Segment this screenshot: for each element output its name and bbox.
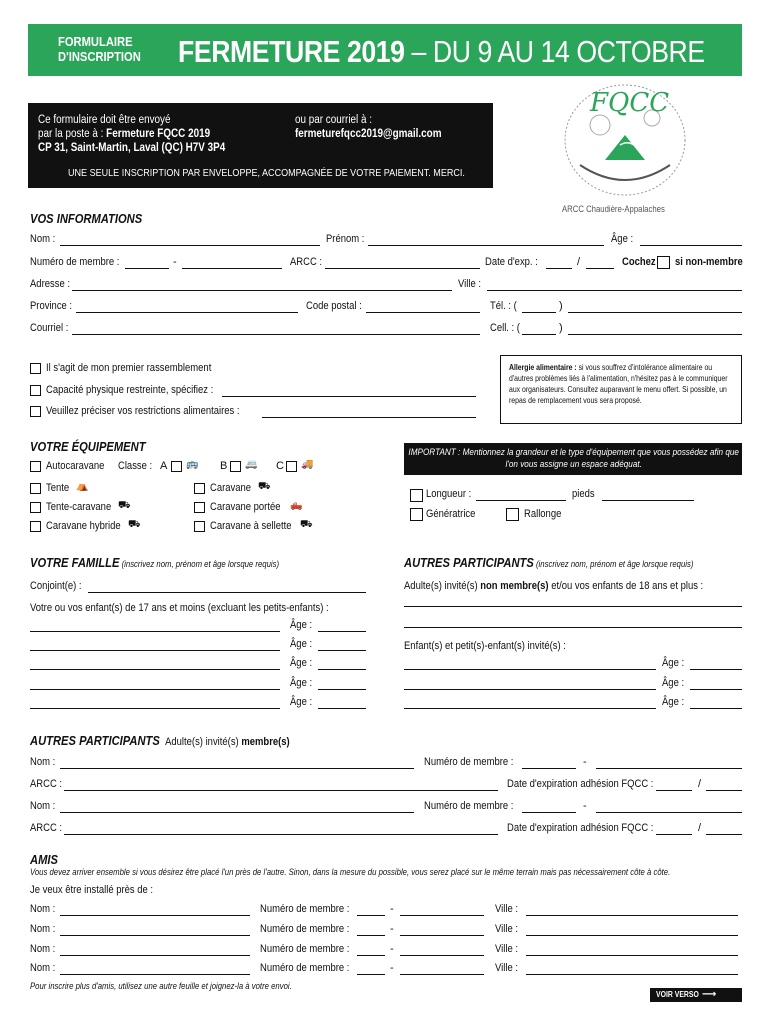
section-votre-famille: [30, 555, 279, 570]
ami-4-ville[interactable]: [526, 974, 738, 975]
membre-1-dash: -: [583, 756, 587, 768]
tente-caravane-checkbox[interactable]: [30, 502, 41, 513]
arrow-right-icon: ⟶: [702, 989, 717, 1000]
ami-1-nom-label: Nom :: [30, 903, 56, 915]
enfant-2-age-label: Âge :: [290, 638, 313, 650]
tel-field[interactable]: [568, 312, 742, 313]
mail-line3: CP 31, Saint-Martin, Laval (QC) H7V 3P4: [38, 142, 226, 154]
longueur-label: Longueur :: [426, 488, 472, 500]
code-postal-field[interactable]: [366, 312, 480, 313]
restrictions-label: Veuillez préciser vos restrictions alimentaires :: [46, 405, 240, 417]
autres2-sub-prefix: Adulte(s) invité(s): [165, 736, 242, 748]
nom-field[interactable]: [60, 245, 320, 246]
adultes-bold: non membre(s): [480, 580, 549, 592]
caravane-label: Caravane: [210, 482, 252, 494]
membre-1-date-month[interactable]: [656, 790, 692, 791]
logo-caption: ARCC Chaudière-Appalaches: [562, 204, 665, 214]
ami-3-numero-label: Numéro de membre :: [260, 943, 350, 955]
capacite-label: Capacité physique restreinte, spécifiez :: [46, 384, 214, 396]
important-text: IMPORTANT : Mentionnez la grandeur et le type d'équipement que vous possédez afin que l'on vous assigne un espace adéquat.: [408, 447, 739, 470]
email-line1: ou par courriel à :: [295, 114, 372, 126]
ami-2-nom[interactable]: [60, 935, 250, 936]
ami-2-nom-label: Nom :: [30, 923, 56, 935]
classe-c-checkbox[interactable]: [286, 461, 297, 472]
page-title: [178, 34, 705, 70]
adresse-label: Adresse :: [30, 278, 70, 290]
ami-2-ville-label: Ville :: [495, 923, 518, 935]
adultes-non-membres-label: [404, 580, 703, 592]
tent-icon: ⛺: [76, 481, 89, 492]
cell-label: Cell. : (: [490, 322, 520, 334]
famille-note: (inscrivez nom, prénom et âge lorsque requis): [119, 559, 280, 569]
enfants-invites-label: Enfant(s) et petit(s)-enfant(s) invité(s) :: [404, 640, 566, 652]
ami-2-dash: -: [390, 923, 394, 935]
form-label-line1: FORMULAIRE: [58, 34, 133, 49]
autres2-sub-bold: membre(s): [241, 736, 290, 748]
ami-4-ville-label: Ville :: [495, 962, 518, 974]
membre-2-date-label: Date d'expiration adhésion FQCC :: [507, 822, 654, 834]
form-label: [58, 34, 141, 64]
prenom-field[interactable]: [368, 245, 604, 246]
email-info: [295, 113, 442, 141]
membre-2-arcc[interactable]: [64, 834, 498, 835]
ville-field[interactable]: [487, 290, 742, 291]
premier-rassemblement-label: Il s'agit de mon premier rassemblement: [46, 362, 212, 374]
date-exp-label: Date d'exp. :: [485, 256, 538, 268]
enfant-5-age[interactable]: [318, 708, 366, 709]
classe-a-label: A: [160, 460, 168, 472]
tente-caravane-label: Tente-caravane: [46, 501, 112, 513]
form-label-line2: D'INSCRIPTION: [58, 49, 141, 64]
enfant-3-age[interactable]: [318, 669, 366, 670]
ami-3-ville-label: Ville :: [495, 943, 518, 955]
enfants-label: Votre ou vos enfant(s) de 17 ans et moins (excluant les petits-enfants) :: [30, 602, 329, 614]
title-bold: FERMETURE 2019: [178, 34, 405, 69]
allergy-info-box: [500, 355, 742, 424]
si-non-membre-label: si non-membre: [675, 256, 743, 268]
mail-line2-bold: Fermeture FQCC 2019: [106, 128, 211, 140]
age-label: Âge :: [611, 233, 634, 245]
generatrice-checkbox[interactable]: [410, 508, 423, 521]
trailer-icon: ⛟: [258, 481, 271, 492]
enfant-invite-2-name[interactable]: [404, 689, 656, 690]
pieds-field[interactable]: [602, 500, 694, 501]
nom-label: Nom :: [30, 233, 56, 245]
enfant-invite-2-age[interactable]: [690, 689, 742, 690]
envelope-notice: UNE SEULE INSCRIPTION PAR ENVELOPPE, ACCOMPAGNÉE DE VOTRE PAIEMENT. MERCI.: [68, 167, 465, 179]
allergy-text: si vous souffrez d'intolérance alimentaire ou d'autres problèmes liés à l'alimentation, n'hésitez pas à le communiquer aux organisateurs. Consultez auparavant le menu offert. Si possible, un repas de remplacement vous sera proposé.: [509, 363, 728, 405]
adultes-prefix: Adulte(s) invité(s): [404, 580, 481, 592]
ami-4-numero-label: Numéro de membre :: [260, 962, 350, 974]
enfant-3-name[interactable]: [30, 669, 280, 670]
ami-1-dash: -: [390, 903, 394, 915]
generatrice-label: Génératrice: [426, 508, 476, 520]
voir-verso-badge: [650, 988, 742, 1002]
section-autres-participants-membres: [30, 733, 290, 748]
membre-1-arcc[interactable]: [64, 790, 498, 791]
ami-4-nom-label: Nom :: [30, 962, 56, 974]
enfant-invite-1-name[interactable]: [404, 669, 656, 670]
autocaravane-checkbox[interactable]: [30, 461, 41, 472]
code-postal-label: Code postal :: [306, 300, 362, 312]
ami-1-nom[interactable]: [60, 915, 250, 916]
mail-address: [38, 113, 225, 155]
restrictions-checkbox[interactable]: [30, 406, 41, 417]
voir-verso-label: VOIR VERSO: [656, 990, 699, 999]
membre-2-nom-label: Nom :: [30, 800, 56, 812]
membre-2-date-month[interactable]: [656, 834, 692, 835]
logo-text: FQCC: [590, 88, 670, 118]
membre-1-slash: /: [698, 778, 702, 790]
rallonge-checkbox[interactable]: [506, 508, 519, 521]
enfant-invite-3-age[interactable]: [690, 708, 742, 709]
date-exp-month[interactable]: [546, 268, 572, 269]
membre-1-date-label: Date d'expiration adhésion FQCC :: [507, 778, 654, 790]
ami-3-numero-part1[interactable]: [357, 955, 385, 956]
autocaravane-label: Autocaravane: [46, 460, 105, 472]
date-exp-year[interactable]: [586, 268, 614, 269]
cell-close-paren: ): [559, 322, 563, 334]
membre-2-date-year[interactable]: [706, 834, 742, 835]
enfant-invite-3-name[interactable]: [404, 708, 656, 709]
numero-membre-part1[interactable]: [125, 268, 169, 269]
title-rest: – DU 9 AU 14 OCTOBRE: [404, 34, 705, 69]
ami-1-ville[interactable]: [526, 915, 738, 916]
important-notice: [404, 443, 742, 475]
caravane-portee-checkbox[interactable]: [194, 502, 205, 513]
ami-3-nom[interactable]: [60, 955, 250, 956]
classe-label: Classe :: [118, 460, 153, 472]
conjoint-field[interactable]: [88, 592, 366, 593]
motorhome-c-icon: 🚚: [301, 459, 314, 470]
membre-2-numero-label: Numéro de membre :: [424, 800, 514, 812]
ville-label: Ville :: [458, 278, 481, 290]
autres2-title: AUTRES PARTICIPANTS: [30, 733, 160, 748]
caravane-sellette-checkbox[interactable]: [194, 521, 205, 532]
adulte-non-membre-1[interactable]: [404, 606, 742, 607]
enfant-3-age-label: Âge :: [290, 657, 313, 669]
ami-2-numero-part1[interactable]: [357, 935, 385, 936]
date-exp-slash: /: [577, 256, 581, 268]
membre-1-numero-part2[interactable]: [596, 768, 742, 769]
ami-4-numero-part1[interactable]: [357, 974, 385, 975]
enfant-2-name[interactable]: [30, 650, 280, 651]
enfant-4-age-label: Âge :: [290, 677, 313, 689]
courriel-field[interactable]: [72, 334, 480, 335]
allergy-bold: Allergie alimentaire :: [509, 363, 577, 372]
prenom-label: Prénom :: [326, 233, 365, 245]
province-field[interactable]: [76, 312, 298, 313]
enfant-5-age-label: Âge :: [290, 696, 313, 708]
ami-1-numero-part2[interactable]: [400, 915, 484, 916]
enfant-2-age[interactable]: [318, 650, 366, 651]
autres1-note: (inscrivez nom, prénom et âge lorsque requis): [533, 559, 694, 569]
motorhome-a-icon: 🚌: [186, 459, 199, 470]
ami-1-numero-part1[interactable]: [357, 915, 385, 916]
fqcc-logo: [560, 80, 690, 215]
section-amis: AMIS: [30, 852, 58, 867]
amis-footer-note: Pour inscrire plus d'amis, utilisez une autre feuille et joignez-la à votre envoi.: [30, 981, 292, 991]
caravane-hybride-checkbox[interactable]: [30, 521, 41, 532]
email-address[interactable]: fermeturefqcc2019@gmail.com: [295, 128, 442, 140]
tel-label: Tél. : (: [490, 300, 517, 312]
caravane-sellette-label: Caravane à sellette: [210, 520, 292, 532]
capacite-field[interactable]: [222, 396, 476, 397]
enfant-1-age-label: Âge :: [290, 619, 313, 631]
caravane-portee-label: Caravane portée: [210, 501, 281, 513]
membre-1-nom-label: Nom :: [30, 756, 56, 768]
ami-3-nom-label: Nom :: [30, 943, 56, 955]
adulte-non-membre-2[interactable]: [404, 627, 742, 628]
ami-4-dash: -: [390, 962, 394, 974]
je-veux-label: Je veux être installé près de :: [30, 884, 154, 896]
classe-b-checkbox[interactable]: [230, 461, 241, 472]
ami-1-numero-label: Numéro de membre :: [260, 903, 350, 915]
cell-field[interactable]: [568, 334, 742, 335]
enfant-invite-2-age-label: Âge :: [662, 677, 685, 689]
fifth-wheel-icon: ⛟: [300, 519, 313, 530]
caravane-checkbox[interactable]: [194, 483, 205, 494]
membre-2-slash: /: [698, 822, 702, 834]
ami-2-ville[interactable]: [526, 935, 738, 936]
classe-c-label: C: [276, 460, 284, 472]
hybrid-trailer-icon: ⛟: [128, 519, 141, 530]
membre-1-numero-label: Numéro de membre :: [424, 756, 514, 768]
ami-1-ville-label: Ville :: [495, 903, 518, 915]
mail-line2-prefix: par la poste à :: [38, 128, 107, 140]
longueur-checkbox[interactable]: [410, 489, 423, 502]
cell-area-code[interactable]: [522, 334, 556, 335]
capacite-checkbox[interactable]: [30, 385, 41, 396]
membre-1-date-year[interactable]: [706, 790, 742, 791]
membre-1-numero-part1[interactable]: [522, 768, 576, 769]
ami-2-numero-label: Numéro de membre :: [260, 923, 350, 935]
courriel-label: Courriel :: [30, 322, 69, 334]
caravane-hybride-label: Caravane hybride: [46, 520, 121, 532]
enfant-5-name[interactable]: [30, 708, 280, 709]
premier-rassemblement-checkbox[interactable]: [30, 363, 41, 374]
enfant-1-age[interactable]: [318, 631, 366, 632]
ami-3-dash: -: [390, 943, 394, 955]
tent-trailer-icon: ⛟: [118, 500, 131, 511]
numero-membre-label: Numéro de membre :: [30, 256, 120, 268]
section-vos-informations: VOS INFORMATIONS: [30, 211, 143, 226]
enfant-invite-1-age[interactable]: [690, 669, 742, 670]
tel-close-paren: ): [559, 300, 563, 312]
arcc-label: ARCC :: [290, 256, 323, 268]
age-field[interactable]: [640, 245, 742, 246]
restrictions-field[interactable]: [262, 417, 476, 418]
section-votre-equipement: VOTRE ÉQUIPEMENT: [30, 439, 146, 454]
classe-b-label: B: [220, 460, 228, 472]
adultes-suffix: et/ou vos enfants de 18 ans et plus :: [548, 580, 704, 592]
ami-3-ville[interactable]: [526, 955, 738, 956]
numero-dash: -: [173, 256, 177, 268]
classe-a-checkbox[interactable]: [171, 461, 182, 472]
header-bar: [28, 24, 742, 76]
enfant-invite-1-age-label: Âge :: [662, 657, 685, 669]
membre-2-numero-part1[interactable]: [522, 812, 576, 813]
enfant-4-age[interactable]: [318, 689, 366, 690]
enfant-invite-3-age-label: Âge :: [662, 696, 685, 708]
tente-checkbox[interactable]: [30, 483, 41, 494]
ami-2-numero-part2[interactable]: [400, 935, 484, 936]
section-autres-participants: [404, 555, 693, 570]
rallonge-label: Rallonge: [524, 508, 562, 520]
membre-1-nom[interactable]: [60, 768, 414, 769]
cochez-label: Cochez: [622, 256, 656, 268]
conjoint-label: Conjoint(e) :: [30, 580, 82, 592]
tente-label: Tente: [46, 482, 70, 494]
ami-4-numero-part2[interactable]: [400, 974, 484, 975]
pieds-label: pieds: [572, 488, 595, 500]
mailing-info-box: [28, 103, 493, 188]
enfant-1-name[interactable]: [30, 631, 280, 632]
ami-3-numero-part2[interactable]: [400, 955, 484, 956]
arcc-field[interactable]: [325, 268, 480, 269]
amis-note: Vous devez arriver ensemble si vous désirez être placé l'un près de l'autre. Sinon, dans la mesure du possible, vous serez placé sur le même terrain mais pas nécessairement côte à côte.: [30, 867, 671, 877]
enfant-4-name[interactable]: [30, 689, 280, 690]
longueur-field[interactable]: [476, 500, 566, 501]
tel-area-code[interactable]: [522, 312, 556, 313]
numero-membre-part2[interactable]: [182, 268, 282, 269]
membre-2-arcc-label: ARCC :: [30, 822, 63, 834]
membre-2-dash: -: [583, 800, 587, 812]
mail-line1: Ce formulaire doit être envoyé: [38, 114, 171, 126]
membre-2-nom[interactable]: [60, 812, 414, 813]
membre-1-arcc-label: ARCC :: [30, 778, 63, 790]
autres1-title: AUTRES PARTICIPANTS: [404, 555, 534, 570]
famille-title: VOTRE FAMILLE: [30, 555, 120, 570]
non-membre-checkbox[interactable]: [657, 256, 670, 269]
ami-4-nom[interactable]: [60, 974, 250, 975]
truck-camper-icon: 🛻: [290, 500, 303, 511]
membre-2-numero-part2[interactable]: [596, 812, 742, 813]
province-label: Province :: [30, 300, 73, 312]
motorhome-b-icon: 🚐: [245, 459, 258, 470]
adresse-field[interactable]: [72, 290, 452, 291]
